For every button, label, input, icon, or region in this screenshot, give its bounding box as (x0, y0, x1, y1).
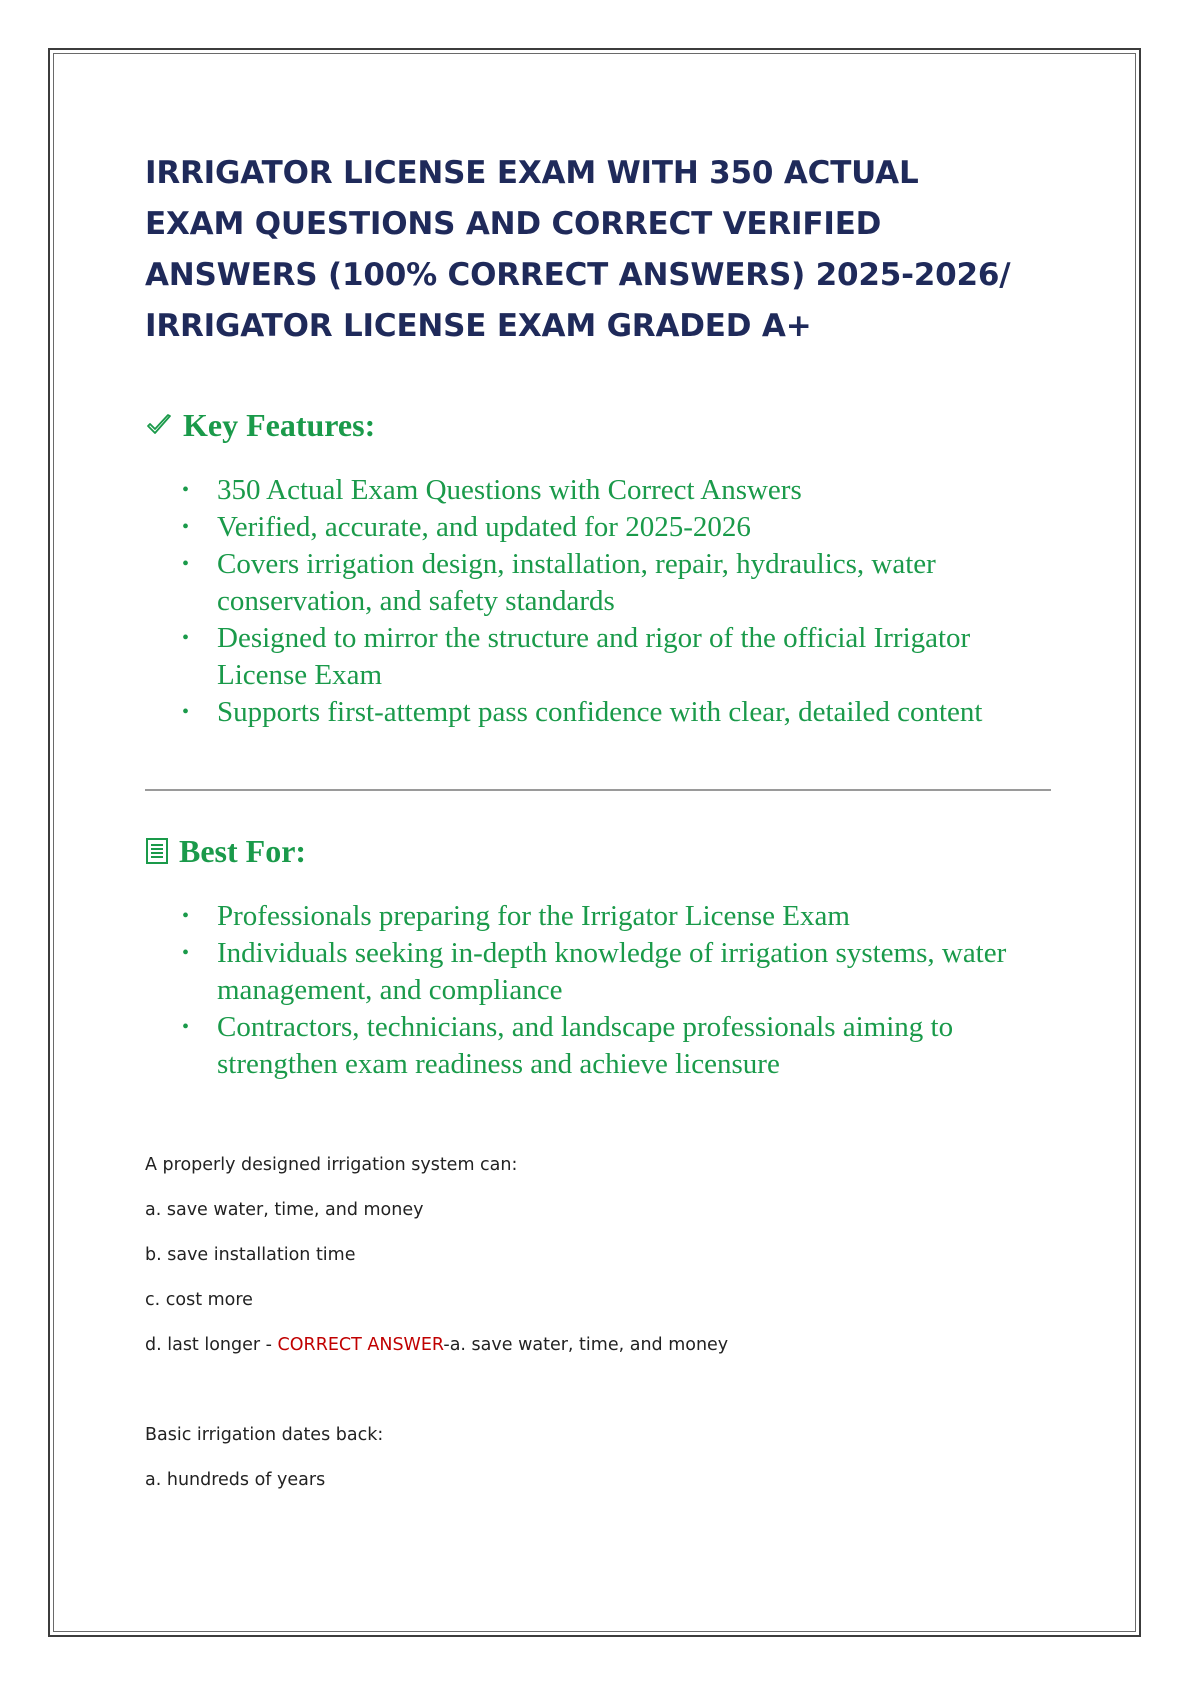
title-line: IRRIGATOR LICENSE EXAM WITH 350 ACTUAL (145, 155, 919, 191)
key-features-heading (145, 405, 1055, 445)
list-item-text: Covers irrigation design, installation, repair, hydraulics, water conservation, and safety standards (217, 548, 936, 617)
list-item: • 350 Actual Exam Questions with Correct Answers (182, 474, 802, 506)
correct-answer-label: CORRECT ANSWER (277, 1335, 444, 1355)
list-item: • Designed to mirror the structure and rigor of the official Irrigator License Exam (182, 622, 971, 691)
answer-option: a. hundreds of years (145, 1470, 326, 1490)
best-for-heading-text: Best For: (179, 833, 307, 869)
list-item-text: Professionals preparing for the Irrigator License Exam (217, 900, 850, 932)
check-mark-icon (145, 411, 173, 439)
list-item: • Individuals seeking in-depth knowledge of irrigation systems, water management, and compliance (182, 937, 1007, 1006)
answer-option-with-correct (145, 1323, 1055, 1368)
title-line: IRRIGATOR LICENSE EXAM GRADED A+ (145, 308, 812, 344)
list-item: • Contractors, technicians, and landscape professionals aiming to strengthen exam readiness and achieve licensure (182, 1011, 954, 1080)
question-text: Basic irrigation dates back: (145, 1425, 384, 1445)
correct-answer-text: -a. save water, time, and money (443, 1335, 729, 1355)
list-item: • Covers irrigation design, installation, repair, hydraulics, water conservation, and safety standards (182, 548, 936, 617)
list-item-text: Supports first-attempt pass confidence with clear, detailed content (217, 696, 983, 728)
title-line: EXAM QUESTIONS AND CORRECT VERIFIED (145, 206, 882, 242)
document-list-icon (145, 837, 169, 865)
best-for-heading (145, 831, 1055, 871)
document-title (145, 148, 1055, 352)
list-item: • Professionals preparing for the Irrigator License Exam (182, 900, 850, 932)
list-item-text: Verified, accurate, and updated for 2025-2026 (217, 511, 751, 543)
answer-option: b. save installation time (145, 1245, 356, 1265)
list-item-text: Designed to mirror the structure and rigor of the official Irrigator License Exam (217, 622, 971, 691)
answer-option: d. last longer - (145, 1335, 278, 1355)
title-line: ANSWERS (100% CORRECT ANSWERS) 2025-2026/ (145, 257, 1011, 293)
horizontal-divider (145, 789, 1051, 791)
list-item-text: Contractors, technicians, and landscape professionals aiming to strengthen exam readiness and achieve licensure (217, 1011, 954, 1080)
list-item-text: 350 Actual Exam Questions with Correct Answers (217, 474, 802, 506)
key-features-list (145, 472, 1055, 731)
list-item: • Verified, accurate, and updated for 2025-2026 (182, 511, 751, 543)
answer-option: c. cost more (145, 1290, 253, 1310)
key-features-heading-text: Key Features: (183, 407, 376, 443)
list-item: • Supports first-attempt pass confidence with clear, detailed content (182, 696, 983, 728)
document-content (145, 148, 1055, 1503)
list-item-text: Individuals seeking in-depth knowledge of irrigation systems, water management, and compliance (217, 937, 1007, 1006)
questions-section (145, 1143, 1055, 1503)
best-for-list (145, 898, 1055, 1083)
question-text: A properly designed irrigation system can: (145, 1155, 518, 1175)
spacer (145, 1368, 1055, 1413)
answer-option: a. save water, time, and money (145, 1200, 424, 1220)
